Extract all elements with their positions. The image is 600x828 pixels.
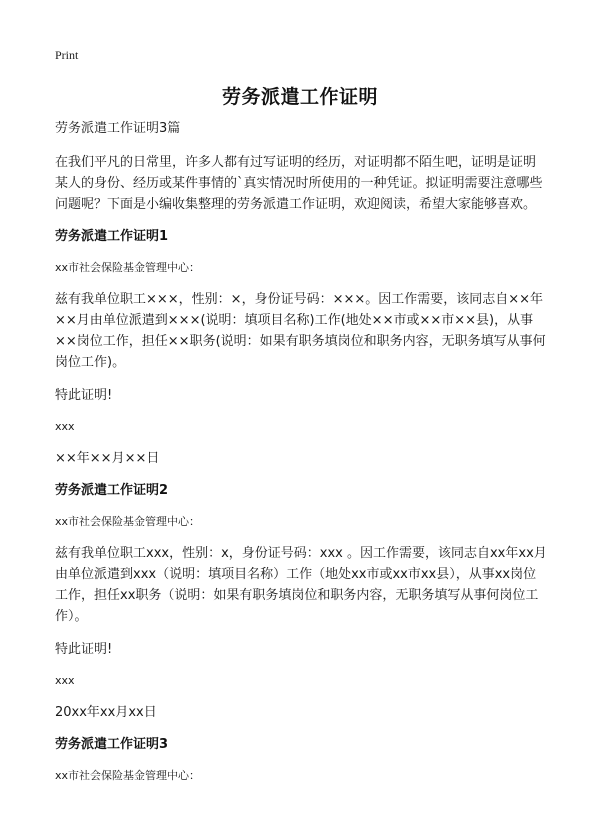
- document-body: [55, 118, 547, 797]
- body-paragraph-2: 兹有我单位职工xxx，性别：x，身份证号码：xxx 。因工作需要，该同志自xx年xx月由单位派遣到xxx（说明：填项目名称）工作（地处xx市或xx市xx县），从事xx岗位工作，担任xx职务（说明：如果有职务填岗位和职务内容，无职务填写从事何岗位工作）。: [55, 546, 547, 624]
- page-title: 劳务派遣工作证明: [221, 86, 378, 108]
- date-1: ××年××月××日: [55, 451, 160, 466]
- section-heading-3: 劳务派遣工作证明3: [55, 737, 169, 752]
- closing-2: 特此证明!: [55, 642, 113, 657]
- recipient-2: xx市社会保险基金管理中心：: [55, 515, 201, 528]
- recipient-1: xx市社会保险基金管理中心：: [55, 261, 201, 274]
- section-heading-1: 劳务派遣工作证明1: [55, 229, 169, 244]
- subtitle: 劳务派遣工作证明3篇: [55, 121, 181, 136]
- signer-1: xxx: [55, 420, 75, 433]
- body-paragraph-1: 兹有我单位职工×××，性别：×，身份证号码：×××。因工作需要，该同志自××年××月由单位派遣到×××(说明：填项目名称)工作(地处××市或××市××县)，从事××岗位工作，担任××职务(说明：如果有职务填岗位和职务内容，无职务填写从事何岗位工作)。: [55, 292, 546, 370]
- closing-1: 特此证明!: [55, 388, 113, 403]
- intro-paragraph: 在我们平凡的日常里，许多人都有过写证明的经历，对证明都不陌生吧，证明是证明某人的身份、经历或某件事情的`真实情况时所使用的一种凭证。拟证明需要注意哪些问题呢？下面是小编收集整理的劳务派遣工作证明，欢迎阅读，希望大家能够喜欢。: [55, 155, 543, 212]
- recipient-3: xx市社会保险基金管理中心：: [55, 769, 201, 782]
- section-heading-2: 劳务派遣工作证明2: [55, 483, 169, 498]
- signer-2: xxx: [55, 674, 75, 687]
- date-2: 20xx年xx月xx日: [55, 705, 157, 720]
- print-link[interactable]: Print: [55, 48, 79, 62]
